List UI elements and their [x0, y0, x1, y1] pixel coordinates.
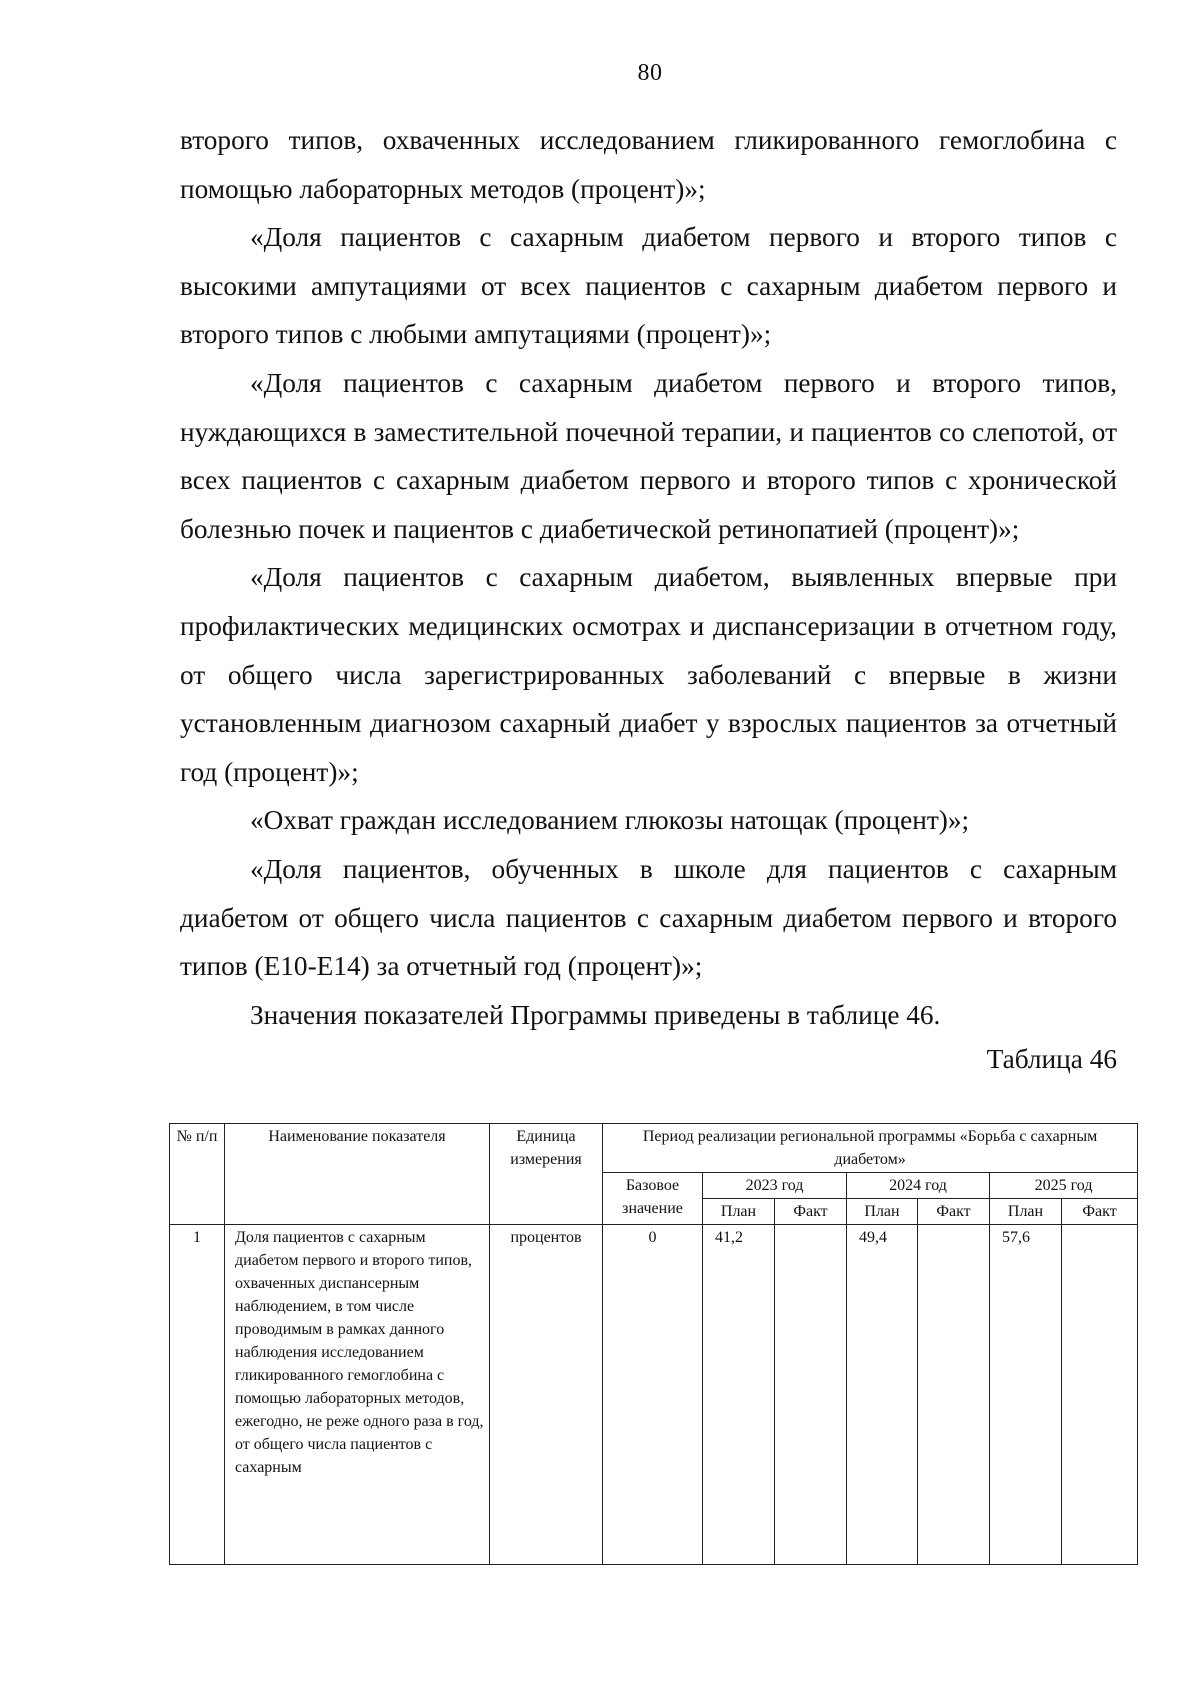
paragraph-4: «Доля пациентов с сахарным диабетом, выявленных впервые при профилактических медицинских осмотрах и диспансеризации в отчетном году, от общего числа зарегистрированных заболеваний с впервые в жизни установленным диагнозом сахарный диабет у взрослых пациентов за отчетный год (процент)»; [180, 562, 1117, 787]
paragraph-5: «Охват граждан исследованием глюкозы натощак (процент)»; [250, 805, 970, 836]
paragraph-7: Значения показателей Программы приведены в таблице 46. [250, 999, 941, 1030]
row-fact-2024 [918, 1225, 990, 1565]
row-base-value: 0 [603, 1225, 703, 1565]
row-plan-2025: 57,6 [990, 1225, 1062, 1565]
header-name: Наименование показателя [225, 1124, 490, 1225]
row-unit: процентов [490, 1225, 603, 1565]
header-period: Период реализации региональной программы «Борьба с сахарным диабетом» [603, 1124, 1138, 1173]
header-plan-2025: План [990, 1199, 1062, 1225]
row-indicator-name: Доля пациентов с сахарным диабетом первого и второго типов, охваченных диспансерным наблюдением, в том числе проводимым в рамках данного наблюдения исследованием гликированного гемоглобина с помощью лабораторных методов, ежегодно, не реже одного раза в год, от общего числа пациентов с сахарным [225, 1225, 490, 1565]
header-unit: Единица измерения [490, 1124, 603, 1225]
header-base: Базовое значение [603, 1173, 703, 1225]
row-fact-2025 [1062, 1225, 1138, 1565]
header-fact-2023: Факт [775, 1199, 847, 1225]
table-caption: Таблица 46 [986, 1044, 1117, 1075]
table-row [170, 1225, 1138, 1565]
row-plan-2024: 49,4 [847, 1225, 918, 1565]
row-plan-2023: 41,2 [703, 1225, 775, 1565]
header-fact-2024: Факт [918, 1199, 990, 1225]
paragraph-1: второго типов, охваченных исследованием гликированного гемоглобина с помощью лабораторных методов (процент)»; [180, 125, 1117, 204]
paragraph-3: «Доля пациентов с сахарным диабетом первого и второго типов, нуждающихся в заместительной почечной терапии, и пациентов со слепотой, от всех пациентов с сахарным диабетом первого и второго типов с хронической болезнью почек и пациентов с диабетической ретинопатией (процент)»; [180, 367, 1117, 544]
paragraph-2: «Доля пациентов с сахарным диабетом первого и второго типов с высокими ампутациями от всех пациентов с сахарным диабетом первого и второго типов с любыми ампутациями (процент)»; [180, 222, 1117, 350]
header-fact-2025: Факт [1062, 1199, 1138, 1225]
header-year-2024: 2024 год [847, 1173, 990, 1199]
header-num: № п/п [170, 1124, 225, 1225]
document-body [180, 116, 1117, 1079]
header-plan-2024: План [847, 1199, 918, 1225]
indicators-table [169, 1123, 1138, 1565]
header-year-2023: 2023 год [703, 1173, 847, 1199]
row-fact-2023 [775, 1225, 847, 1565]
header-year-2025: 2025 год [990, 1173, 1138, 1199]
page-number: 80 [637, 60, 663, 86]
paragraph-6: «Доля пациентов, обученных в школе для пациентов с сахарным диабетом от общего числа пациентов с сахарным диабетом первого и второго типов (Е10-Е14) за отчетный год (процент)»; [180, 853, 1117, 982]
row-num: 1 [170, 1225, 225, 1565]
header-plan-2023: План [703, 1199, 775, 1225]
